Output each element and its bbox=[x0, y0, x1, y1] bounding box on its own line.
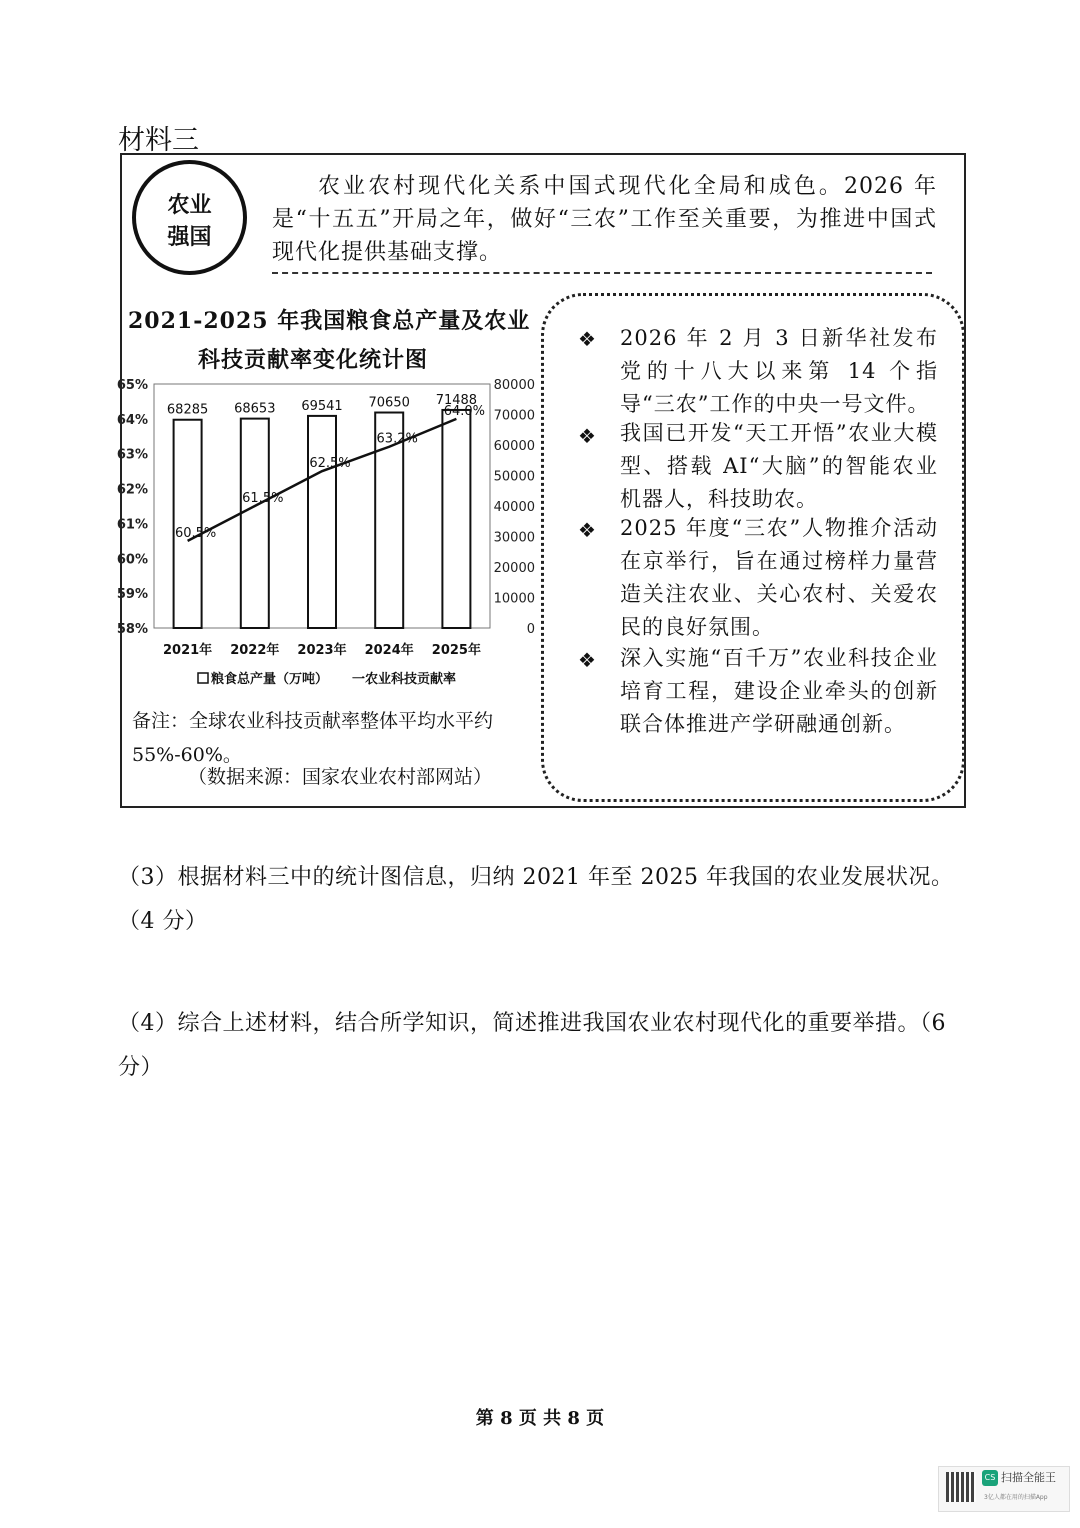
y-left-tick-label: 61% bbox=[116, 517, 148, 533]
legend-bar-label: 粮食总产量（万吨） bbox=[211, 672, 329, 687]
legend-line-label: 一农业科技贡献率 bbox=[352, 672, 457, 687]
camscanner-logo-icon: CS bbox=[982, 1470, 998, 1486]
question-4: （4）综合上述材料，结合所学知识，简述推进我国农业农村现代化的重要举措。（6 分） bbox=[118, 1011, 946, 1080]
question-3: （3）根据材料三中的统计图信息，归纳 2021 年至 2025 年我国的农业发展状况。（4 分） bbox=[118, 865, 954, 934]
x-tick-label: 2021年 bbox=[163, 643, 213, 658]
emblem-circle bbox=[132, 160, 247, 275]
intro-text: 农业农村现代化关系中国式现代化全局和成色。2026 年是“十五五”开局之年，做好“三农”工作至关重要，为推进中国式现代化提供基础支撑。 bbox=[272, 174, 937, 265]
watermark-name: 扫描全能王 bbox=[1001, 1471, 1056, 1484]
y-right-tick-label: 70000 bbox=[493, 408, 535, 424]
line-data-label: 61.5% bbox=[242, 491, 284, 506]
dashed-divider bbox=[272, 272, 932, 274]
bar-data-label: 68285 bbox=[166, 402, 209, 418]
section-title: 材料三 bbox=[118, 125, 199, 156]
bullet-icon: ❖ bbox=[578, 424, 596, 448]
y-left-tick-label: 63% bbox=[116, 447, 148, 463]
x-tick-label: 2024年 bbox=[364, 643, 414, 658]
x-tick-label: 2022年 bbox=[230, 643, 280, 658]
y-left-tick-label: 62% bbox=[116, 482, 148, 498]
bullet-icon: ❖ bbox=[578, 648, 596, 672]
y-left-tick-label: 58% bbox=[116, 622, 148, 637]
intro-paragraph bbox=[272, 170, 937, 269]
x-tick-label: 2025年 bbox=[431, 643, 481, 658]
line-data-label: 64.0% bbox=[443, 403, 486, 419]
bar-grain-output bbox=[442, 410, 470, 628]
emblem-line-2: 强国 bbox=[167, 224, 212, 250]
chart-title-line-2: 科技贡献率变化统计图 bbox=[198, 347, 429, 373]
chart-title-line-1: 2021-2025 年我国粮食总产量及农业 bbox=[128, 308, 531, 334]
bullet-item-3: 2025 年度“三农”人物推介活动在京举行，旨在通过榜样力量营造关注农业、关心农村、关爱农民的良好氛围。 bbox=[620, 516, 938, 639]
y-left-tick-label: 65% bbox=[116, 378, 148, 393]
y-right-tick-label: 30000 bbox=[493, 530, 535, 546]
bar-grain-output bbox=[308, 416, 336, 628]
line-data-label: 60.5% bbox=[174, 525, 217, 541]
bar-data-label: 68653 bbox=[234, 401, 276, 417]
line-data-label: 62.5% bbox=[309, 456, 351, 472]
y-left-tick-label: 64% bbox=[116, 412, 148, 428]
chart-note: 备注：全球农业科技贡献率整体平均水平约55%-60%。 bbox=[132, 710, 494, 766]
page-number: 第 8 页 共 8 页 bbox=[475, 1408, 605, 1429]
bullet-item-4: 深入实施“百千万”农业科技企业培育工程，建设企业牵头的创新联合体推进产学研融通创新。 bbox=[620, 646, 938, 736]
bar-grain-output bbox=[174, 420, 202, 628]
qr-code-icon bbox=[946, 1472, 976, 1502]
data-source: （数据来源：国家农业农村部网站） bbox=[188, 766, 493, 788]
bar-data-label: 69541 bbox=[301, 398, 343, 414]
bullet-icon: ❖ bbox=[578, 327, 596, 351]
bullet-item-1: 2026 年 2 月 3 日新华社发布党的十八大以来第 14 个指导“三农”工作的中央一号文件。 bbox=[620, 326, 938, 416]
y-right-tick-label: 10000 bbox=[493, 591, 535, 607]
emblem-line-1: 农业 bbox=[167, 192, 212, 218]
x-tick-label: 2023年 bbox=[297, 643, 347, 658]
y-right-tick-label: 50000 bbox=[493, 469, 535, 485]
y-left-tick-label: 59% bbox=[116, 587, 148, 603]
bar-data-label: 70650 bbox=[368, 395, 410, 411]
bar-grain-output bbox=[241, 419, 269, 628]
y-right-tick-label: 40000 bbox=[493, 500, 535, 515]
y-right-tick-label: 80000 bbox=[493, 378, 535, 393]
bullet-icon: ❖ bbox=[578, 518, 596, 542]
y-left-tick-label: 60% bbox=[116, 552, 148, 568]
y-right-tick-label: 60000 bbox=[493, 439, 535, 454]
watermark-subtitle: 3亿人都在用的扫描App bbox=[984, 1494, 1048, 1501]
legend-bar-swatch bbox=[198, 673, 208, 683]
grain-yield-chart bbox=[116, 370, 540, 700]
bullet-item-2: 我国已开发“天工开悟”农业大模型、搭载 AI“大脑”的智能农业机器人，科技助农。 bbox=[620, 421, 938, 511]
y-right-tick-label: 20000 bbox=[493, 561, 535, 576]
line-data-label: 63.2% bbox=[376, 431, 418, 447]
bar-data-label: 71488 bbox=[435, 392, 478, 408]
y-right-tick-label: 0 bbox=[526, 622, 535, 637]
